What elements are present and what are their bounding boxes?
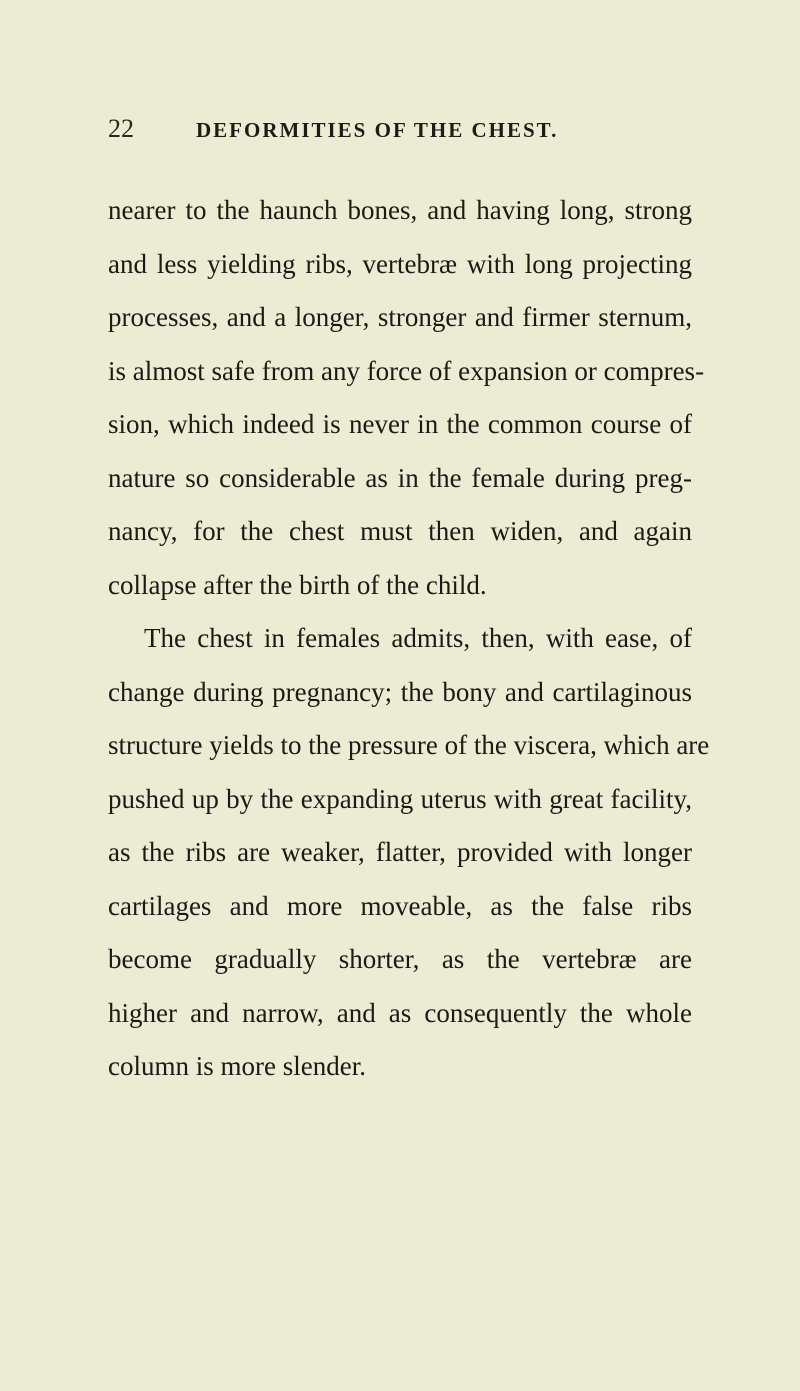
paragraph-first-line: The chest in females admits, then, with ease, of (144, 623, 692, 653)
text-line: as the ribs are weaker, flatter, provided with longer (108, 837, 692, 867)
text-line: pushed up by the expanding uterus with great facility, (108, 784, 692, 814)
text-line: nearer to the haunch bones, and having long, strong (108, 195, 692, 225)
text-line: higher and narrow, and as consequently the whole (108, 998, 692, 1028)
text-line: nature so considerable as in the female during preg- (108, 463, 692, 493)
text-line: column is more slender. (108, 1051, 366, 1081)
text-line: is almost safe from any force of expansion or compres- (108, 356, 705, 386)
text-line: structure yields to the pressure of the viscera, which are (108, 730, 710, 760)
text-line: collapse after the birth of the child. (108, 570, 487, 600)
text-line: become gradually shorter, as the vertebræ are (108, 944, 692, 974)
text-line: sion, which indeed is never in the common course of (108, 409, 692, 439)
text-line: change during pregnancy; the bony and cartilaginous (108, 677, 692, 707)
text-line: cartilages and more moveable, as the false ribs (108, 891, 692, 921)
text-line: and less yielding ribs, vertebræ with long projecting (108, 249, 692, 279)
text-line: processes, and a longer, stronger and firmer sternum, (108, 302, 692, 332)
page-number: 22 (108, 114, 134, 143)
running-title: DEFORMITIES OF THE CHEST. (196, 118, 559, 142)
text-line: nancy, for the chest must then widen, and again (108, 516, 692, 546)
